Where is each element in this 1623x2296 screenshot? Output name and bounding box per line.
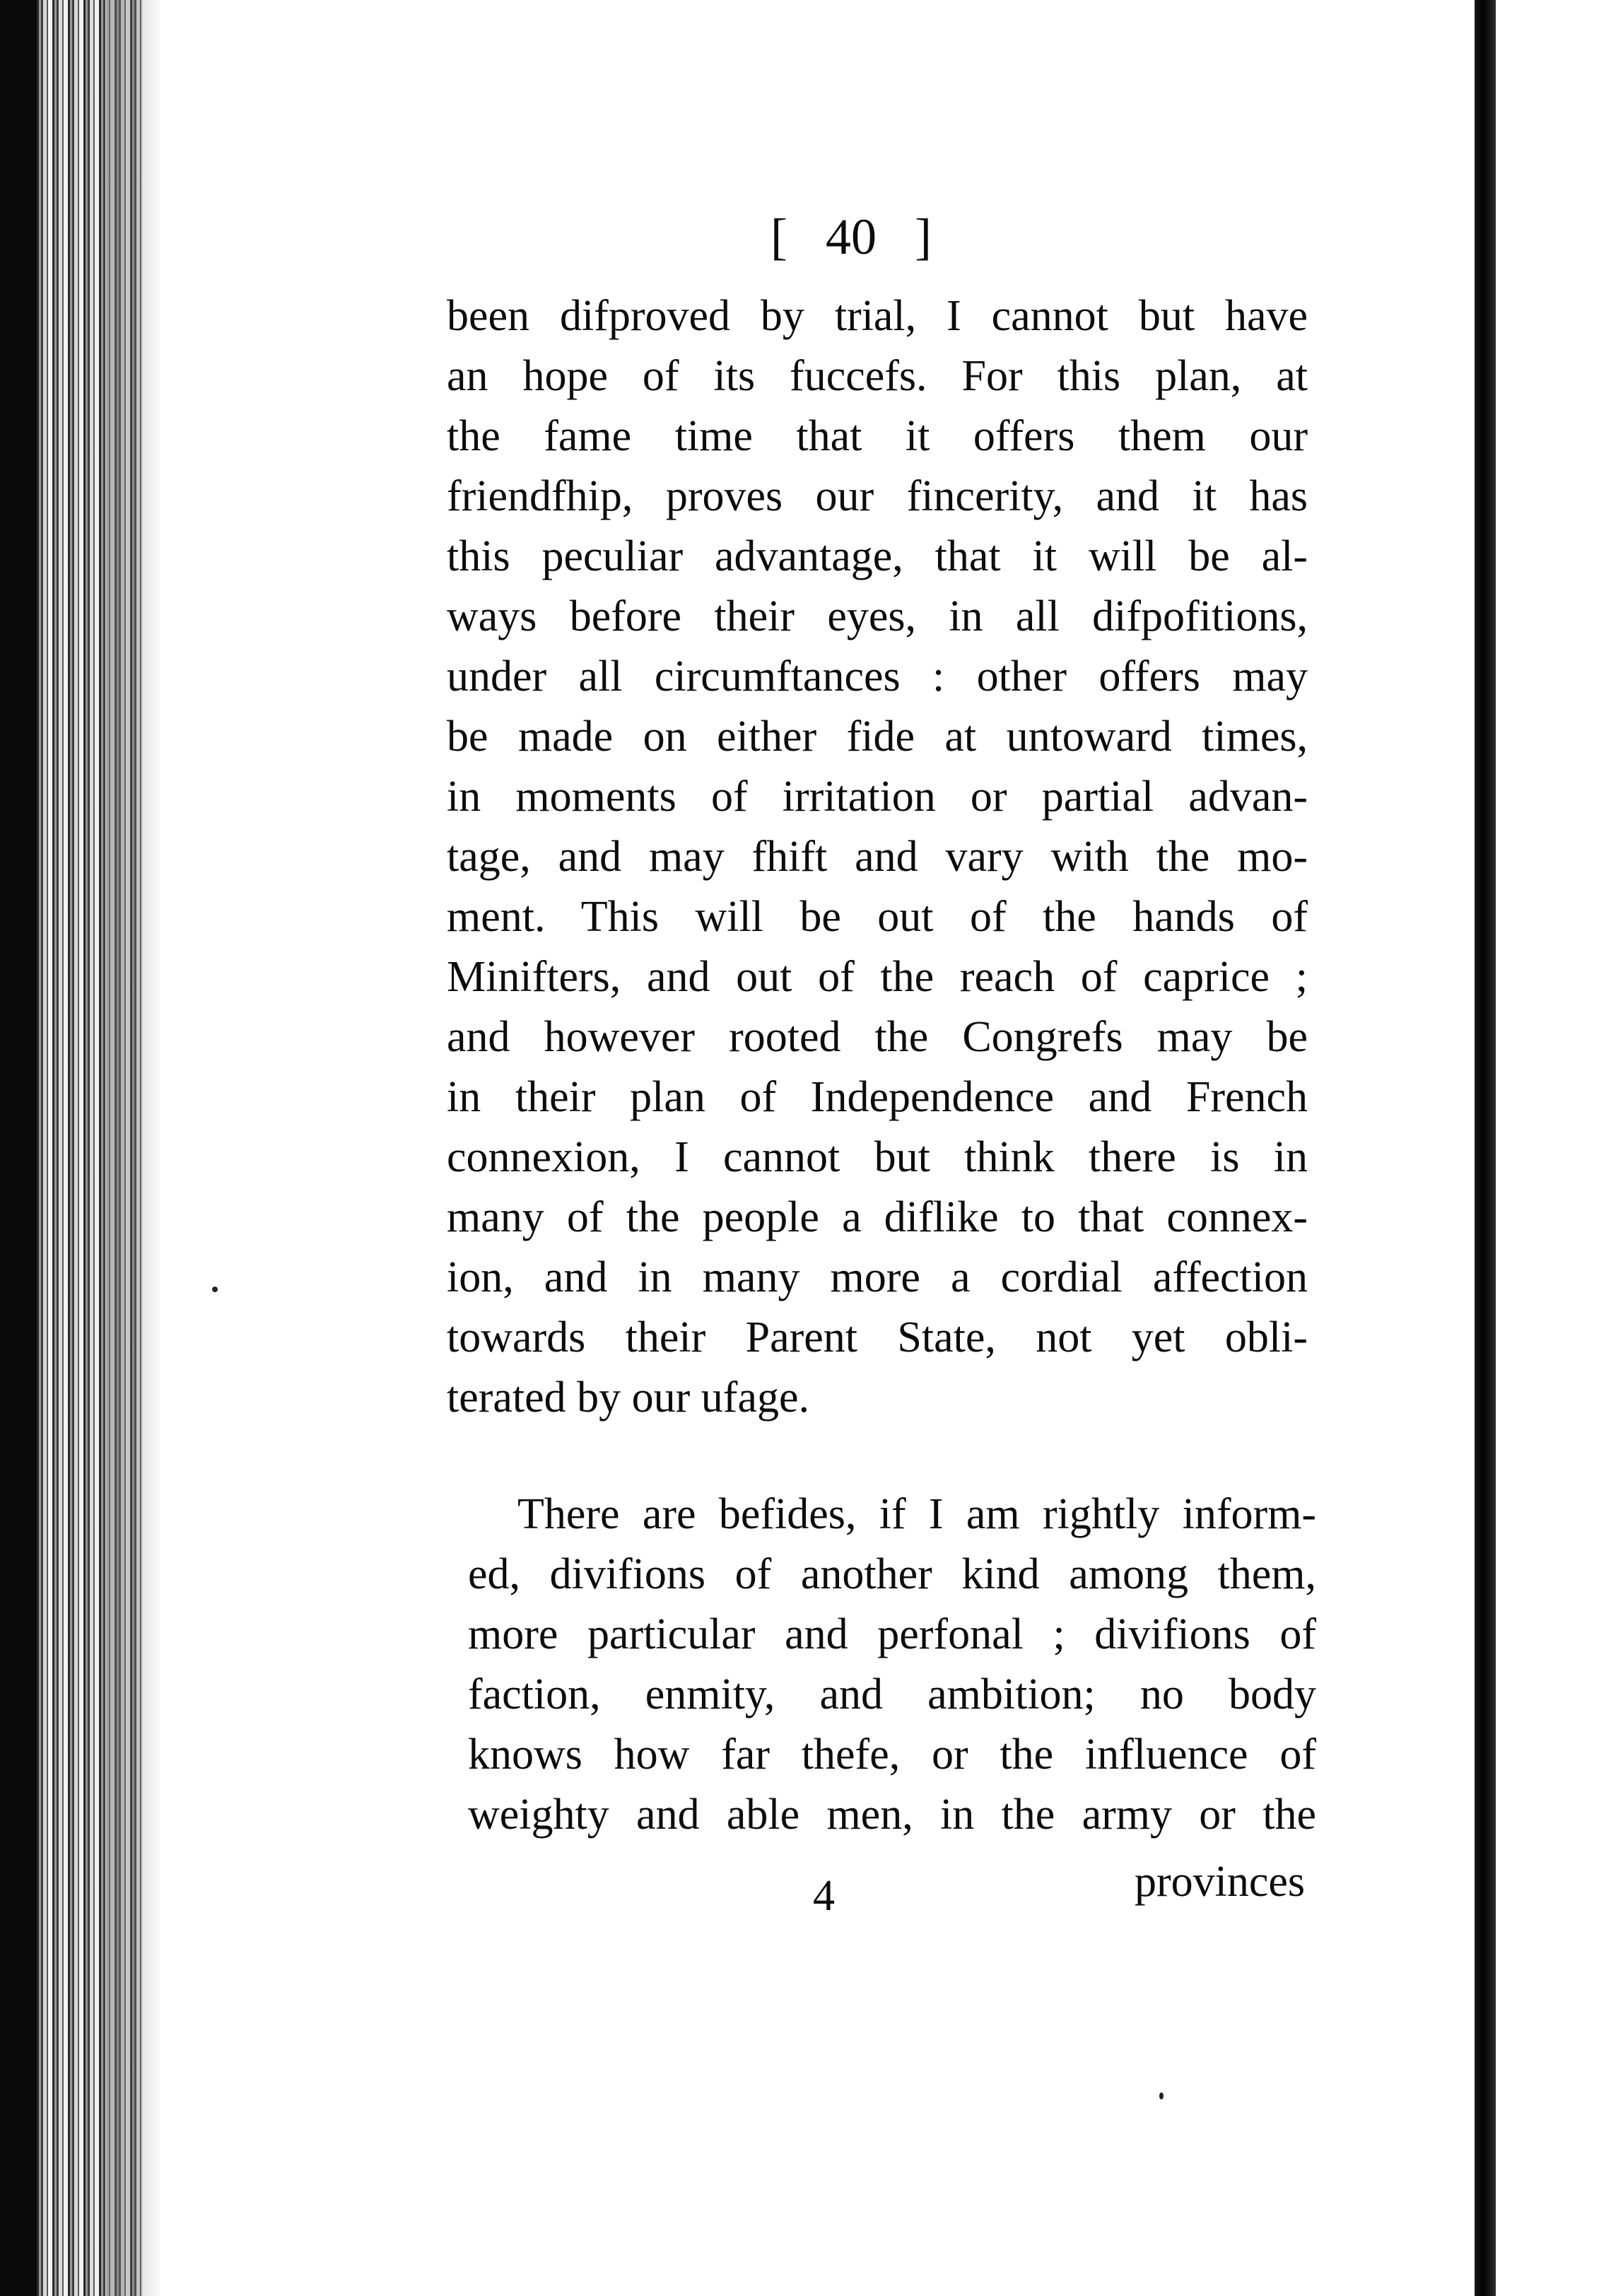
text-line: in moments of irritation or partial advan- — [447, 773, 1308, 821]
text-line: knows how far thefe, or the influence of — [468, 1730, 1316, 1779]
text-line: in their plan of Independence and French — [447, 1073, 1308, 1121]
text-line: connexion, I cannot but think there is in — [447, 1133, 1308, 1181]
text-line: terated by our ufage. — [447, 1374, 809, 1422]
facing-page — [1496, 0, 1623, 2296]
text-line: tage, and may fhift and vary with the mo- — [447, 833, 1308, 881]
text-line: ion, and in many more a cordial affection — [447, 1253, 1308, 1301]
text-line: under all circumftances : other offers may — [447, 652, 1308, 701]
text-line: the fame time that it offers them our — [447, 412, 1308, 460]
text-line: be made on either fide at untoward times, — [447, 713, 1308, 761]
paragraph-2 — [468, 1484, 1316, 1845]
scan-speck — [1159, 2092, 1164, 2099]
text-line: an hope of its fuccefs. For this plan, at — [447, 352, 1308, 400]
text-line: this peculiar advantage, that it will be al- — [447, 532, 1308, 580]
text-line: more particular and perfonal ; divifions of — [468, 1610, 1316, 1658]
text-line: faction, enmity, and ambition; no body — [468, 1670, 1316, 1718]
signature-mark: 4 — [813, 1872, 835, 1920]
text-line: ways before their eyes, in all difpofitions, — [447, 592, 1308, 640]
page-number-header: [ 40 ] — [771, 209, 932, 265]
text-line: and however rooted the Congrefs may be — [447, 1013, 1308, 1061]
text-line: Minifters, and out of the reach of caprice ; — [447, 953, 1308, 1001]
text-line: ment. This will be out of the hands of — [447, 893, 1308, 941]
scan-speck — [212, 1287, 218, 1292]
text-line: friendfhip, proves our fincerity, and it has — [447, 472, 1308, 520]
text-line: weighty and able men, in the army or the — [468, 1791, 1316, 1839]
text-line: ed, divifions of another kind among them, — [468, 1550, 1316, 1598]
scan-gutter — [0, 0, 37, 2296]
page-edge-shadow — [106, 0, 163, 2296]
catchword: provinces — [1135, 1858, 1306, 1906]
text-line: There are befides, if I am rightly inform- — [517, 1490, 1316, 1538]
text-line: been difproved by trial, I cannot but have — [447, 292, 1308, 340]
text-line: towards their Parent State, not yet obli- — [447, 1313, 1308, 1361]
book-spine — [1475, 0, 1496, 2296]
text-line: many of the people a diflike to that connex- — [447, 1193, 1308, 1241]
paragraph-1 — [447, 286, 1308, 1428]
